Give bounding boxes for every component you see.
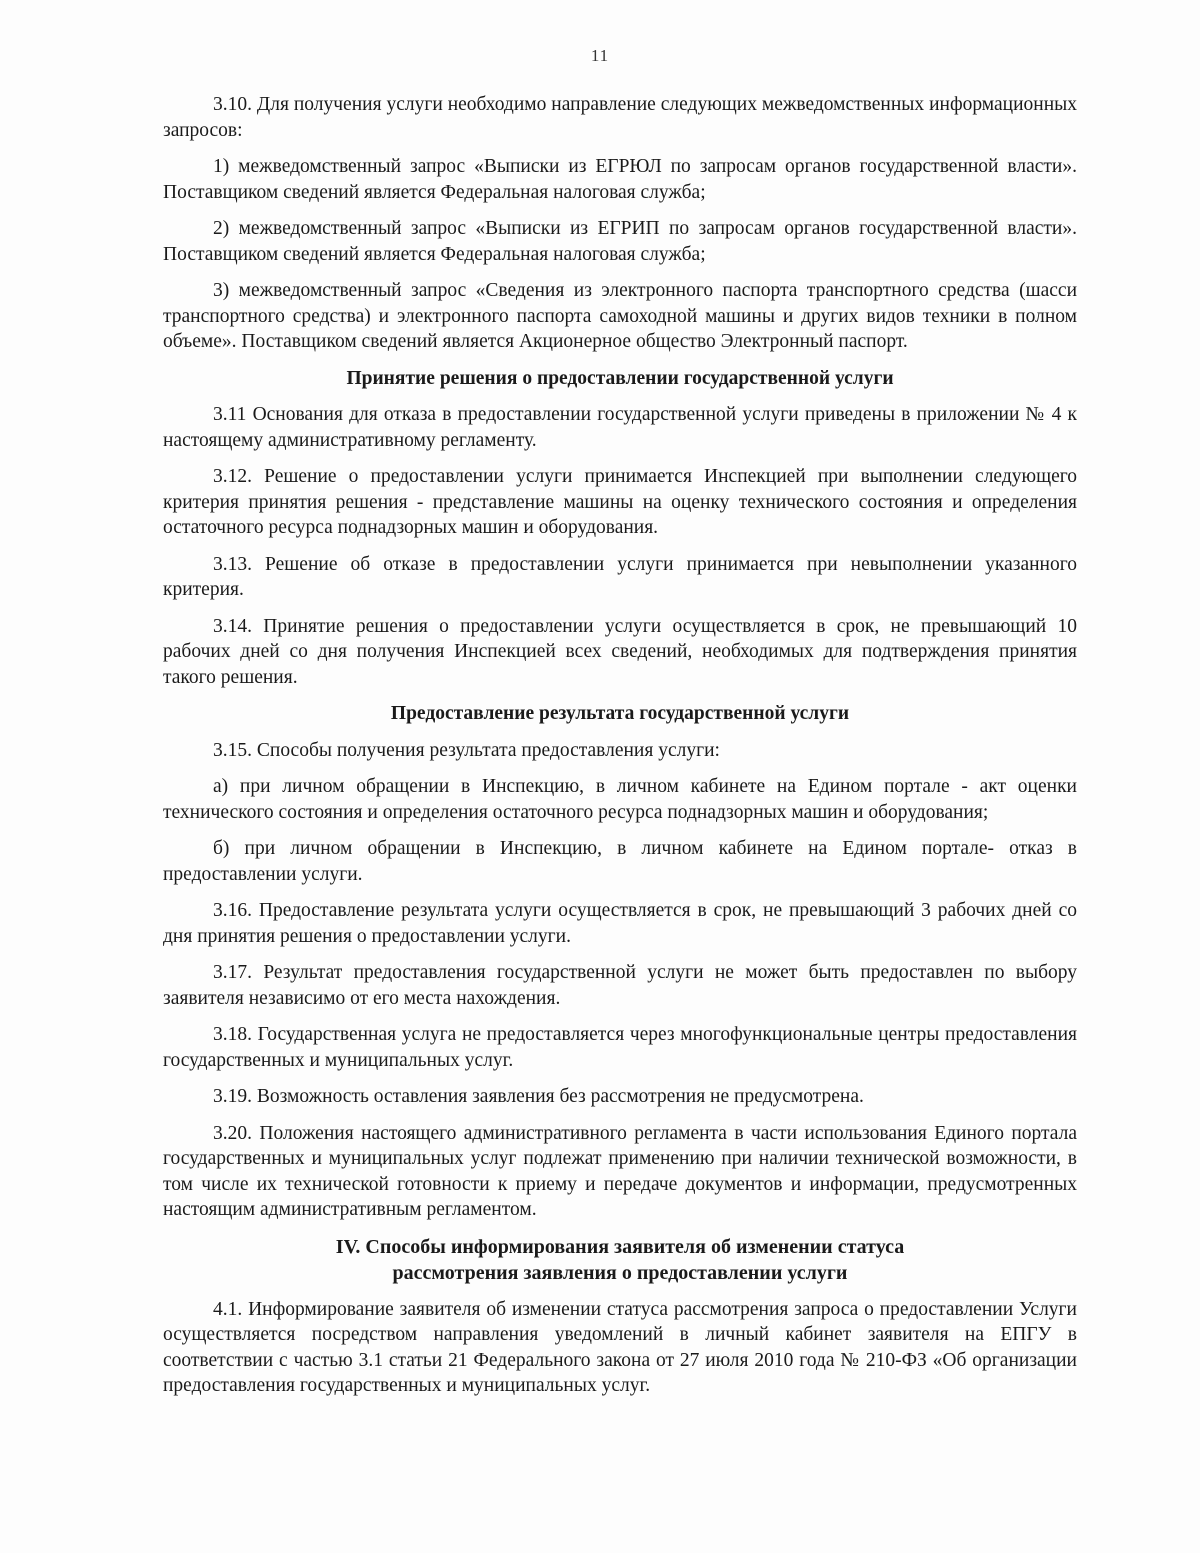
paragraph: 3.12. Решение о предоставлении услуги принимается Инспекцией при выполнении следующего критерия принятия решения - представление машины на оценку технического состояния и определения остаточного ресурса поднадзорных машин и оборудования. — [163, 466, 1077, 538]
paragraph: б) при личном обращении в Инспекцию, в личном кабинете на Едином портале- отказ в предоставлении услуги. — [163, 838, 1077, 885]
paragraph: 3.11 Основания для отказа в предоставлении государственной услуги приведены в приложении № 4 к настоящему административному регламенту. — [163, 404, 1077, 451]
chapter-heading-line: IV. Способы информирования заявителя об изменении статуса — [335, 1235, 905, 1258]
paragraph: 3.18. Государственная услуга не предоставляется через многофункциональные центры предоставления государственных и муниципальных услуг. — [163, 1024, 1077, 1071]
paragraph: 3) межведомственный запрос «Сведения из электронного паспорта транспортного средства (шасси транспортного средства) и электронного паспорта самоходной машины и других видов техники в полном объеме». Поставщиком сведений является Акционерное общество Электронный паспорт. — [163, 280, 1077, 352]
paragraph: 1) межведомственный запрос «Выписки из ЕГРЮЛ по запросам органов государственной власти». Поставщиком сведений является Федеральная налоговая служба; — [163, 156, 1077, 203]
chapter-heading — [163, 1234, 1077, 1286]
document-body — [163, 92, 1077, 1410]
section-heading: Предоставление результата государственной услуги — [390, 703, 850, 724]
paragraph: 3.19. Возможность оставления заявления без рассмотрения не предусмотрена. — [213, 1086, 864, 1107]
paragraph: 3.10. Для получения услуги необходимо направление следующих межведомственных информационных запросов: — [163, 94, 1077, 141]
page-number: 11 — [590, 46, 610, 65]
paragraph: 3.20. Положения настоящего административного регламента в части использования Единого портала государственных и муниципальных услуг подлежат применению при наличии технической возможности, в том числе их технической готовности к приему и передаче документов и информации, предусмотренных настоящим административным регламентом. — [163, 1122, 1077, 1220]
paragraph: 3.14. Принятие решения о предоставлении услуги осуществляется в срок, не превышающий 10 рабочих дней со дня получения Инспекцией всех сведений, необходимых для подтверждения принятия такого решения. — [163, 615, 1077, 688]
paragraph: 4.1. Информирование заявителя об изменении статуса рассмотрения запроса о предоставлении Услуги осуществляется посредством направления уведомлений в личный кабинет заявителя на ЕПГУ в соответствии с частью 3.1 статьи 21 Федерального закона от 27 июля 2010 года № 210-ФЗ «Об организации предоставления государственных и муниципальных услуг. — [163, 1298, 1077, 1396]
paragraph: 3.17. Результат предоставления государственной услуги не может быть предоставлен по выбору заявителя независимо от его места нахождения. — [163, 962, 1077, 1009]
paragraph: 2) межведомственный запрос «Выписки из ЕГРИП по запросам органов государственной власти». Поставщиком сведений является Федеральная налоговая служба; — [163, 218, 1077, 265]
paragraph: а) при личном обращении в Инспекцию, в личном кабинете на Едином портале - акт оценки технического состояния и определения остаточного ресурса поднадзорных машин и оборудования; — [163, 776, 1077, 823]
paragraph: 3.13. Решение об отказе в предоставлении услуги принимается при невыполнении указанного критерия. — [163, 553, 1077, 600]
chapter-heading-line: рассмотрения заявления о предоставлении услуги — [392, 1261, 848, 1284]
section-heading: Принятие решения о предоставлении государственной услуги — [346, 367, 894, 389]
paragraph: 3.15. Способы получения результата предоставления услуги: — [213, 739, 720, 761]
paragraph: 3.16. Предоставление результата услуги осуществляется в срок, не превышающий 3 рабочих дней со дня принятия решения о предоставлении услуги. — [163, 900, 1077, 947]
